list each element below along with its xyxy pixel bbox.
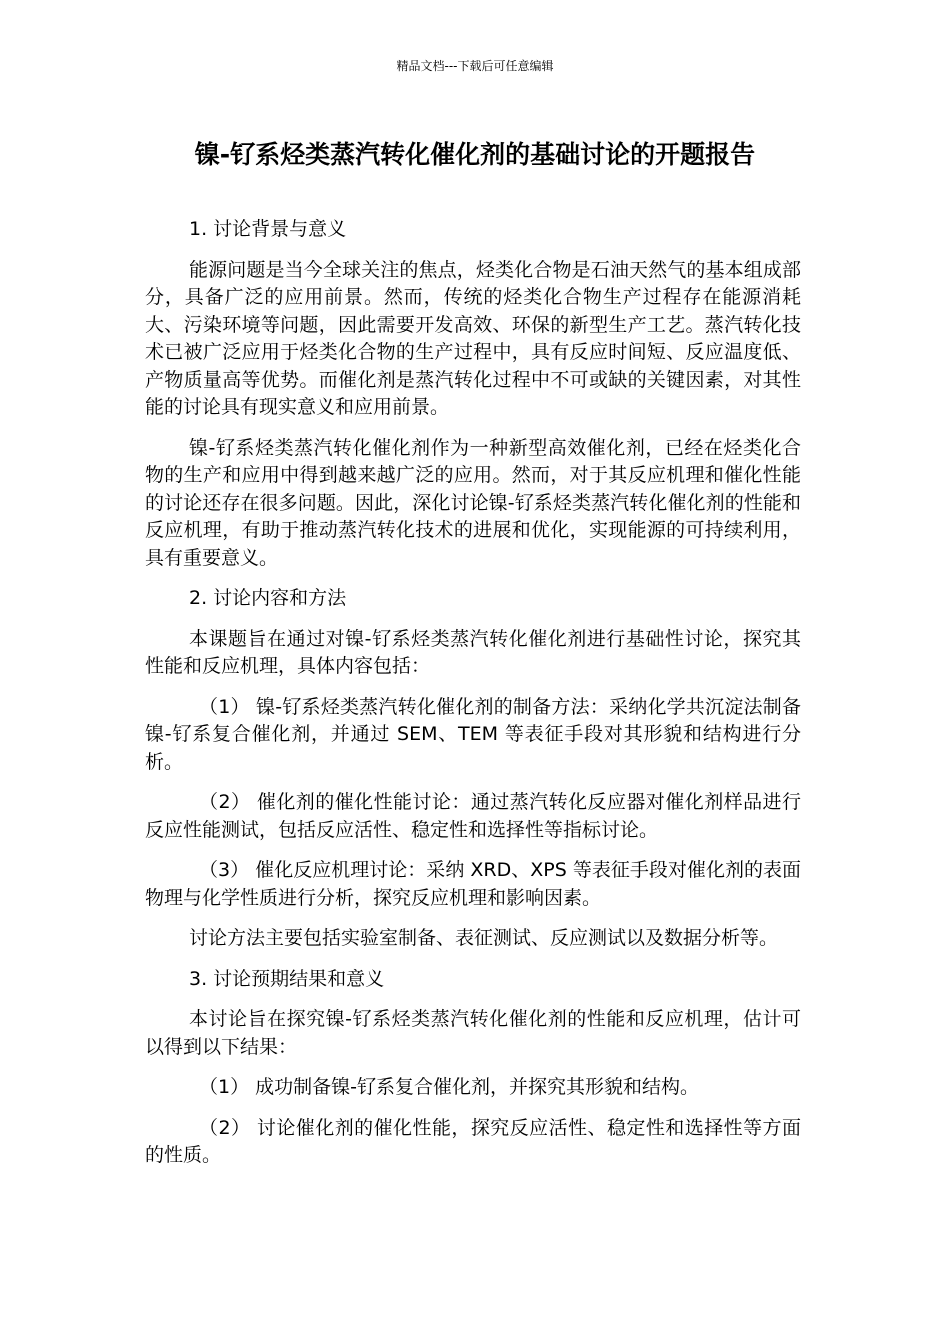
section-2-item-1: （1） 镍-钌系烃类蒸汽转化催化剂的制备方法：采纳化学共沉淀法制备镍-钌系复合催化剂，并通过 SEM、TEM 等表征手段对其形貌和结构进行分析。	[145, 695, 801, 773]
document-title: 镍-钌系烃类蒸汽转化催化剂的基础讨论的开题报告	[194, 140, 756, 169]
section-1-heading: 1. 讨论背景与意义	[189, 218, 347, 240]
section-2-heading: 2. 讨论内容和方法	[189, 587, 347, 609]
section-3-item-1: （1） 成功制备镍-钌系复合催化剂，并探究其形貌和结构。	[199, 1076, 699, 1098]
section-2-item-3: （3） 催化反应机理讨论：采纳 XRD、XPS 等表征手段对催化剂的表面物理与化学性质进行分析，探究反应机理和影响因素。	[145, 859, 801, 909]
section-3-intro: 本讨论旨在探究镍-钌系烃类蒸汽转化催化剂的性能和反应机理，估计可以得到以下结果：	[145, 1008, 801, 1058]
section-3-heading: 3. 讨论预期结果和意义	[189, 967, 385, 990]
page-header: 精品文档---下载后可任意编辑	[396, 59, 554, 73]
section-2-intro: 本课题旨在通过对镍-钌系烃类蒸汽转化催化剂进行基础性讨论，探究其性能和反应机理，具体内容包括：	[145, 627, 801, 677]
section-2-methods: 讨论方法主要包括实验室制备、表征测试、反应测试以及数据分析等。	[189, 927, 779, 949]
section-3-item-2: （2） 讨论催化剂的催化性能，探究反应活性、稳定性和选择性等方面的性质。	[145, 1116, 801, 1166]
document-body	[145, 216, 801, 1183]
section-1-paragraph-2: 镍-钌系烃类蒸汽转化催化剂作为一种新型高效催化剂，已经在烃类化合物的生产和应用中得到越来越广泛的应用。然而，对于其反应机理和催化性能的讨论还存在很多问题。因此，深化讨论镍-钌系烃类蒸汽转化催化剂的性能和反应机理，有助于推动蒸汽转化技术的进展和优化，实现能源的可持续利用，具有重要意义。	[145, 436, 801, 569]
section-1-paragraph-1: 能源问题是当今全球关注的焦点，烃类化合物是石油天然气的基本组成部分，具备广泛的应用前景。然而，传统的烃类化合物生产过程存在能源消耗大、污染环境等问题，因此需要开发高效、环保的新型生产工艺。蒸汽转化技术已被广泛应用于烃类化合物的生产过程中，具有反应时间短、反应温度低、产物质量高等优势。而催化剂是蒸汽转化过程中不可或缺的关键因素，对其性能的讨论具有现实意义和应用前景。	[145, 258, 801, 418]
section-2-item-2: （2） 催化剂的催化性能讨论：通过蒸汽转化反应器对催化剂样品进行反应性能测试，包括反应活性、稳定性和选择性等指标讨论。	[145, 791, 801, 841]
